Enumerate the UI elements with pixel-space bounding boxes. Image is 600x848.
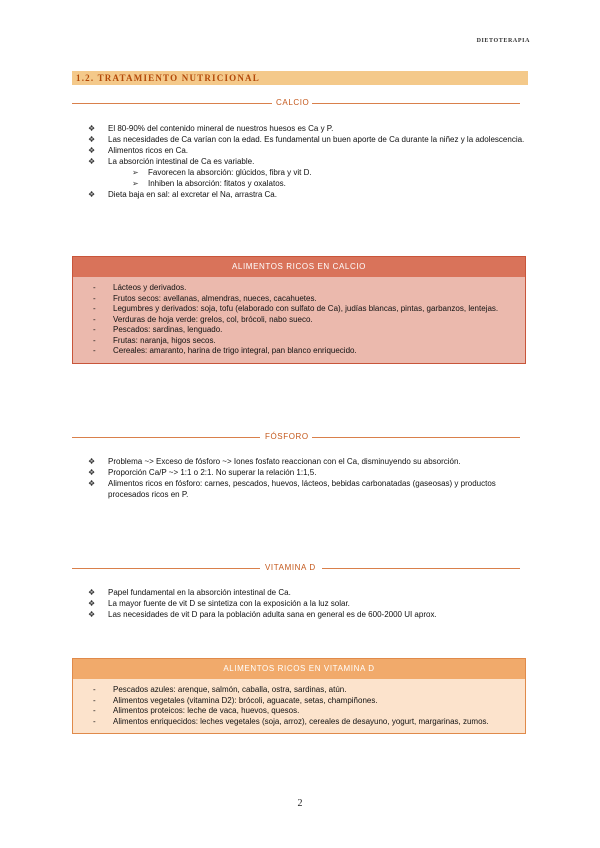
dash-icon: - xyxy=(93,695,96,705)
fosforo-bullet-list xyxy=(88,456,528,500)
heading-calcio: CALCIO xyxy=(276,98,310,107)
diamond-bullet-icon: ❖ xyxy=(88,468,96,477)
list-item: ❖ Proporción Ca/P ~> 1:1 o 2:1. No superar la relación 1:1,5. xyxy=(88,468,317,477)
list-item: - Alimentos vegetales (vitamina D2): brócoli, aguacate, setas, champiñones. xyxy=(93,695,378,705)
divider-line-right xyxy=(312,437,520,438)
dash-icon: - xyxy=(93,304,96,313)
list-item: ❖ Papel fundamental en la absorción intestinal de Ca. xyxy=(88,588,291,597)
list-item: ❖ El 80-90% del contenido mineral de nuestros huesos es Ca y P. xyxy=(88,124,334,133)
dash-icon: - xyxy=(93,314,96,324)
box-alimentos-vitamina-d xyxy=(72,658,526,734)
running-header: DIETOTERAPIA xyxy=(476,38,530,44)
dash-icon: - xyxy=(93,685,96,694)
divider-line-left xyxy=(72,103,272,104)
list-item: ❖ Dieta baja en sal: al excretar el Na, arrastra Ca. xyxy=(88,190,277,199)
dash-icon: - xyxy=(93,325,96,334)
list-item: ❖ Las necesidades de Ca varían con la edad. Es fundamental un buen aporte de Ca durante la niñez y la adolescencia. xyxy=(88,135,525,144)
section-title: 1.2. TRATAMIENTO NUTRICIONAL xyxy=(72,71,528,85)
box-alimentos-calcio xyxy=(72,256,526,364)
list-item: ❖ Las necesidades de vit D para la población adulta sana en general es de 600-2000 UI aprox. xyxy=(88,610,437,619)
list-item: - Pescados: sardinas, lenguado. xyxy=(93,325,223,334)
list-item: ❖ Alimentos ricos en Ca. xyxy=(88,146,189,155)
diamond-bullet-icon: ❖ xyxy=(88,146,96,155)
calcio-bullet-list xyxy=(88,123,528,200)
dash-icon: - xyxy=(93,293,96,303)
list-item: - Frutos secos: avellanas, almendras, nueces, cacahuetes. xyxy=(93,293,317,303)
heading-fosforo: FÓSFORO xyxy=(265,432,309,441)
diamond-bullet-icon: ❖ xyxy=(88,479,96,488)
divider-line-right xyxy=(322,568,520,569)
dash-icon: - xyxy=(93,335,96,345)
box-vitd-title: ALIMENTOS RICOS EN VITAMINA D xyxy=(73,659,525,679)
dash-icon: - xyxy=(93,283,96,292)
list-item: ❖ La absorción intestinal de Ca es variable. ➢ Favorecen la absorción: glúcidos, fibra y vit D. ➢ Inhiben la absorción: fitatos y oxalatos. xyxy=(88,156,528,189)
list-item: - Legumbres y derivados: soja, tofu (elaborado con sulfato de Ca), judías blancas, pintas, garbanzos, lentejas. xyxy=(93,304,499,313)
diamond-bullet-icon: ❖ xyxy=(88,599,96,608)
list-item: ❖ Problema ~> Exceso de fósforo ~> Iones fosfato reaccionan con el Ca, disminuyendo su absorción. xyxy=(88,457,461,466)
list-item: ❖ La mayor fuente de vit D se sintetiza con la exposición a la luz solar. xyxy=(88,599,350,608)
list-item: - Pescados azules: arenque, salmón, caballa, ostra, sardinas, atún. xyxy=(93,685,347,694)
diamond-bullet-icon: ❖ xyxy=(88,124,96,133)
list-item: ❖ Alimentos ricos en fósforo: carnes, pescados, huevos, lácteos, bebidas carbonatadas (gaseosas) y productos procesados ricos en P. xyxy=(88,479,496,499)
list-item: - Verduras de hoja verde: grelos, col, brócoli, nabo sueco. xyxy=(93,314,313,324)
divider-calcio xyxy=(72,98,520,108)
diamond-bullet-icon: ❖ xyxy=(88,610,96,619)
arrow-bullet-icon: ➢ xyxy=(132,179,139,188)
divider-line-left xyxy=(72,568,260,569)
box-calcio-title: ALIMENTOS RICOS EN CALCIO xyxy=(73,257,525,277)
diamond-bullet-icon: ❖ xyxy=(88,135,96,144)
list-item: - Alimentos enriquecidos: leches vegetales (soja, arroz), cereales de desayuno, yogurt, margarinas, zumos. xyxy=(93,716,489,726)
diamond-bullet-icon: ❖ xyxy=(88,588,96,597)
diamond-bullet-icon: ❖ xyxy=(88,157,96,166)
box-calcio-list xyxy=(73,277,525,363)
dash-icon: - xyxy=(93,716,96,726)
calcio-sub-list xyxy=(108,167,528,189)
diamond-bullet-icon: ❖ xyxy=(88,190,96,199)
list-item: - Cereales: amaranto, harina de trigo integral, pan blanco enriquecido. xyxy=(93,346,357,355)
list-item: ➢ Inhiben la absorción: fitatos y oxalatos. xyxy=(132,179,286,188)
dash-icon: - xyxy=(93,706,96,715)
list-item: - Lácteos y derivados. xyxy=(93,283,187,292)
divider-vitamina-d xyxy=(72,563,520,573)
page-number: 2 xyxy=(297,798,303,809)
divider-line-left xyxy=(72,437,260,438)
divider-fosforo xyxy=(72,432,520,442)
list-item: - Alimentos proteicos: leche de vaca, huevos, quesos. xyxy=(93,706,300,715)
divider-line-right xyxy=(312,103,520,104)
heading-vitamina-d: VITAMINA D xyxy=(265,563,316,572)
box-vitd-list xyxy=(73,679,525,733)
list-item: - Frutas: naranja, higos secos. xyxy=(93,335,216,345)
vitamina-d-bullet-list xyxy=(88,587,528,620)
diamond-bullet-icon: ❖ xyxy=(88,457,96,466)
dash-icon: - xyxy=(93,346,96,355)
arrow-bullet-icon: ➢ xyxy=(132,168,139,177)
list-item: ➢ Favorecen la absorción: glúcidos, fibra y vit D. xyxy=(132,168,312,177)
